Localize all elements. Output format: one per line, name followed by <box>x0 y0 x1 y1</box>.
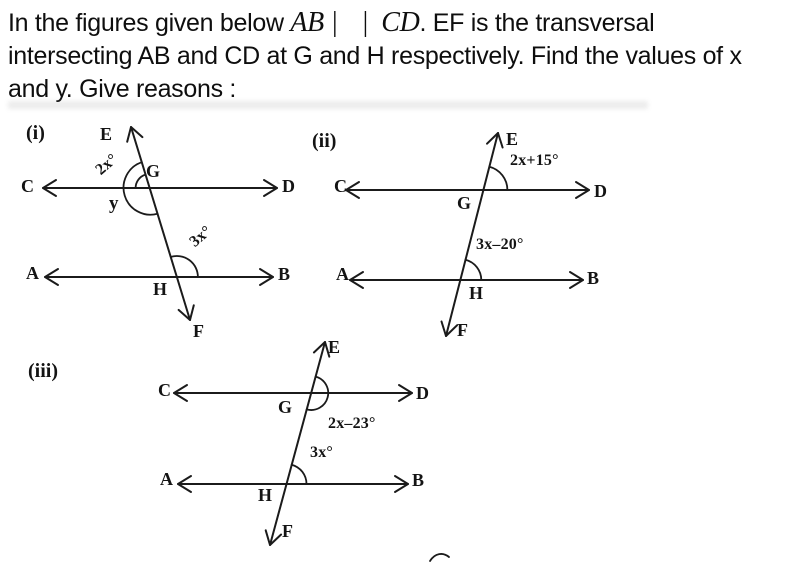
line1-post: . EF is the transversal <box>419 9 655 37</box>
stray-mark <box>430 554 449 561</box>
fig3-angle-g: 2x–23° <box>328 415 376 432</box>
fig1-label-d: D <box>282 176 295 196</box>
fig3-label-f: F <box>282 521 293 541</box>
parallel-bars: | | <box>331 7 378 38</box>
fig1-label-c: C <box>21 176 34 196</box>
fig2-label-g: G <box>457 193 472 213</box>
line1-pre: In the figures given below <box>8 9 291 37</box>
fig2-label-c: C <box>334 176 347 196</box>
fig1-label-f: F <box>193 321 204 341</box>
math-cd: CD <box>381 7 420 38</box>
fig3-angle-arc-h <box>292 465 307 484</box>
fig1-angle-arc-2x <box>136 175 146 188</box>
problem-line-3: and y. Give reasons : <box>8 75 237 103</box>
fig3-drawing <box>174 342 412 545</box>
fig3-label-c: C <box>158 380 171 400</box>
fig1-angle-3x: 3x° <box>186 222 215 251</box>
math-ab: AB <box>290 7 324 38</box>
fig2-angle-g: 2x+15° <box>510 152 559 169</box>
fig2-label-f: F <box>457 320 468 340</box>
fig3-number: (iii) <box>28 360 58 382</box>
fig3-label-a: A <box>160 469 173 489</box>
fig2-label-b: B <box>587 268 600 288</box>
fig1-label-a: A <box>26 263 39 283</box>
fig2-label-e: E <box>506 129 519 149</box>
fig3-angle-h: 3x° <box>310 444 333 461</box>
fig2-angle-arc-g <box>489 167 507 190</box>
fig1-angle-y: y <box>109 193 119 214</box>
fig3-label-b: B <box>412 470 425 490</box>
fig2-label-a: A <box>336 264 349 284</box>
fig2-angle-h: 3x–20° <box>476 236 524 253</box>
fig1-label-b: B <box>278 264 291 284</box>
fig3-label-g: G <box>278 397 293 417</box>
fig2-label-h: H <box>469 283 484 303</box>
fig3-label-e: E <box>328 337 341 357</box>
fig2-number: (ii) <box>312 130 337 152</box>
fig1-label-e: E <box>100 124 113 144</box>
fig3-label-h: H <box>258 485 273 505</box>
fig1-label-g: G <box>146 161 161 181</box>
fig1-number: (i) <box>26 122 45 144</box>
fig3-label-d: D <box>416 383 429 403</box>
problem-line-2: intersecting AB and CD at G and H respectively. Find the values of x <box>8 42 742 70</box>
fig2-transversal-ef <box>446 133 498 336</box>
fig1-label-h: H <box>153 279 168 299</box>
fig2-label-d: D <box>594 181 607 201</box>
fig2-angle-arc-h <box>466 260 482 280</box>
fig1-angle-2x: 2x° <box>92 150 121 179</box>
